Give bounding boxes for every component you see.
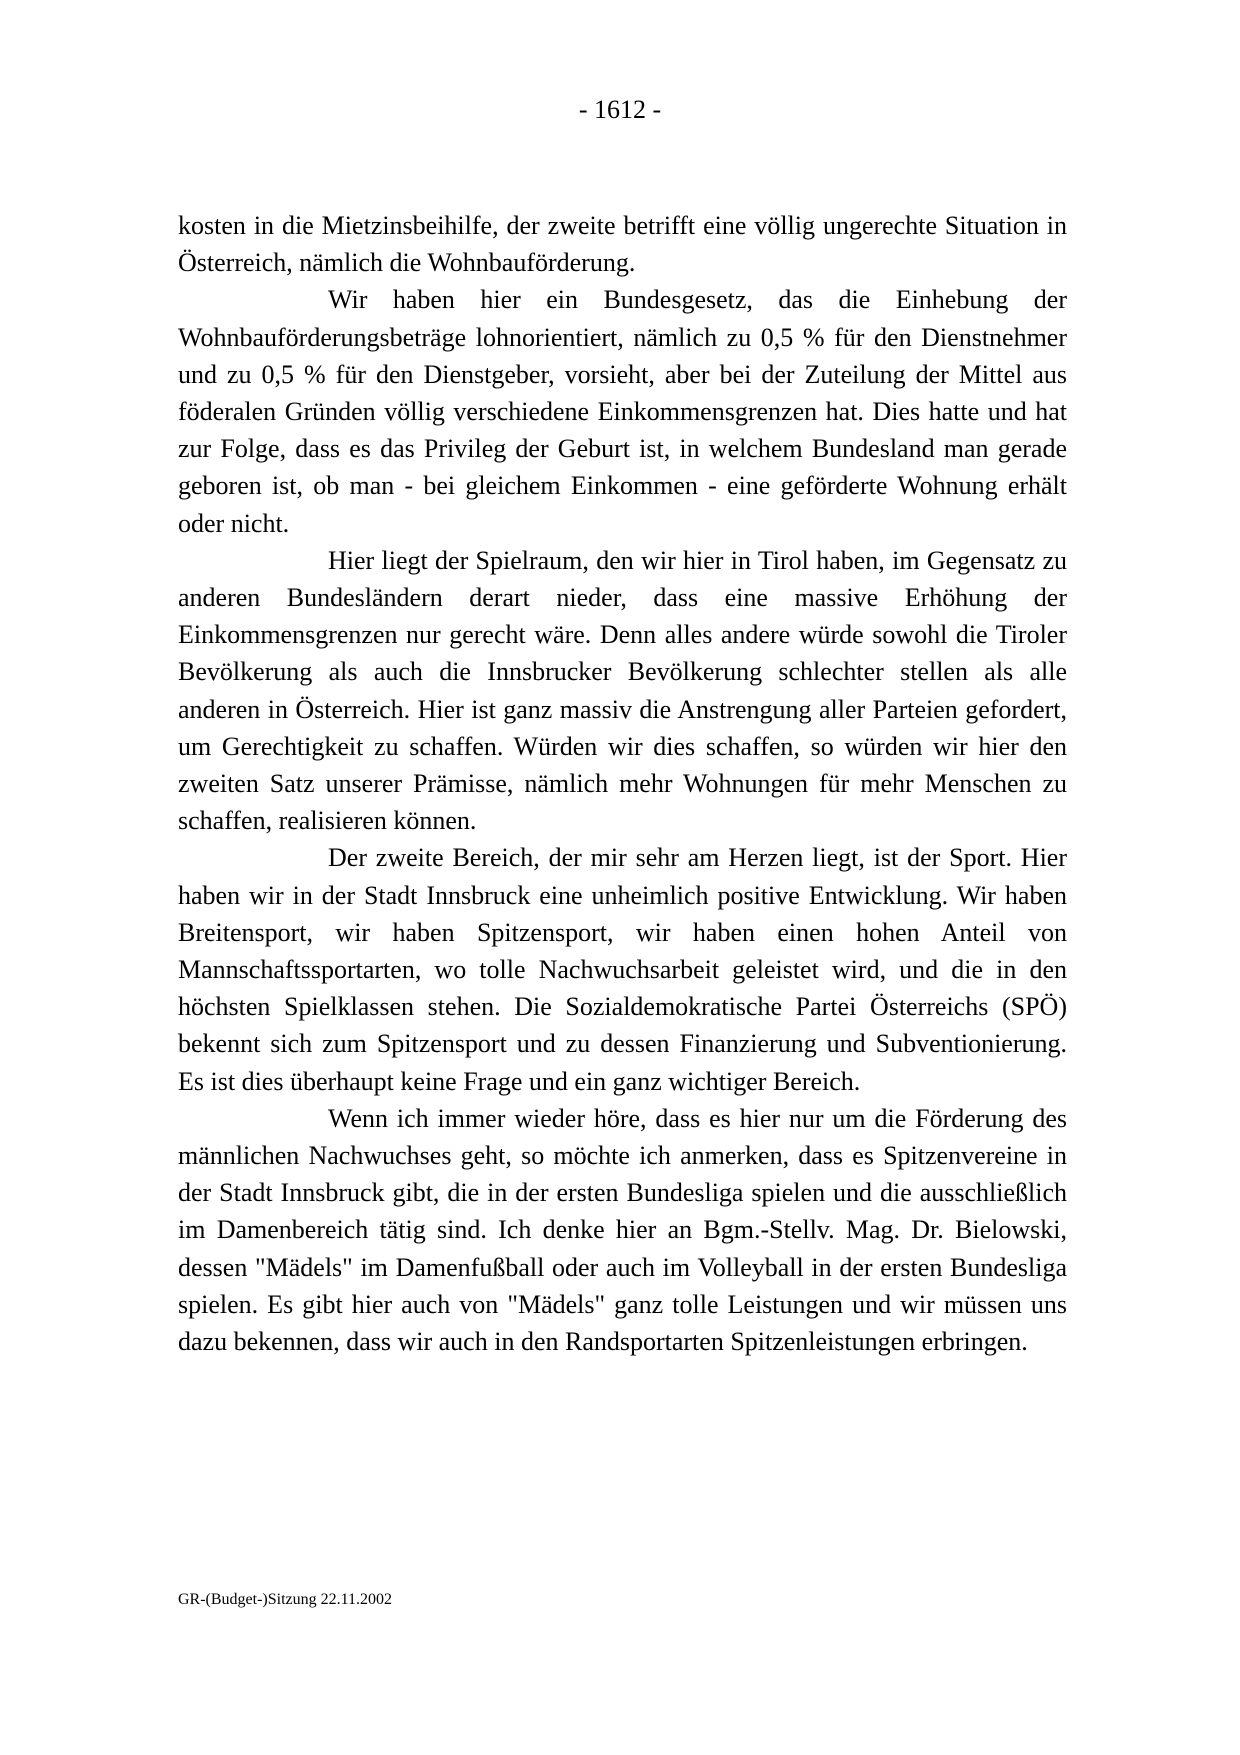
paragraph-1: kosten in die Mietzinsbeihilfe, der zweite betrifft eine völlig ungerechte Situation in Österreich, nämlich die Wohnbauförderung. [178,211,1067,278]
footer-session-date: GR-(Budget-)Sitzung 22.11.2002 [178,1591,393,1608]
paragraph-3: Hier liegt der Spielraum, den wir hier in Tirol haben, im Gegensatz zu anderen Bundesländern derart nieder, dass eine massive Erhöhung der Einkommensgrenzen nur gerecht wäre. Denn alles andere würde sowohl die Tiroler Bevölkerung als auch die Innsbrucker Bevölkerung schlechter stellen als alle anderen in Österreich. Hier ist ganz massiv die Anstrengung aller Parteien gefordert, um Gerechtigkeit zu schaffen. Würden wir dies schaffen, so würden wir hier den zweiten Satz unserer Prämisse, nämlich mehr Wohnungen für mehr Menschen zu schaffen, realisieren können. [178,545,1067,836]
document-body [178,207,1067,1360]
paragraph-4: Der zweite Bereich, der mir sehr am Herzen liegt, ist der Sport. Hier haben wir in der Stadt Innsbruck eine unheimlich positive Entwicklung. Wir haben Breitensport, wir haben Spitzensport, wir haben einen hohen Anteil von Mannschaftssportarten, wo tolle Nachwuchsarbeit geleistet wird, und die in den höchsten Spielklassen stehen. Die Sozialdemokratische Partei Österreichs (SPÖ) bekennt sich zum Spitzensport und zu dessen Finanzierung und Subventionierung. Es ist dies überhaupt keine Frage und ein ganz wichtiger Bereich. [178,843,1067,1096]
page-number: - 1612 - [578,95,662,124]
paragraph-5: Wenn ich immer wieder höre, dass es hier nur um die Förderung des männlichen Nachwuchses geht, so möchte ich anmerken, dass es Spitzenvereine in der Stadt Innsbruck gibt, die in der ersten Bundesliga spielen und die ausschließlich im Damenbereich tätig sind. Ich denke hier an Bgm.-Stellv. Mag. Dr. Bielowski, dessen "Mädels" im Damenfußball oder auch im Volleyball in der ersten Bundesliga spielen. Es gibt hier auch von "Mädels" ganz tolle Leistungen und wir müssen uns dazu bekennen, dass wir auch in den Randsportarten Spitzenleistungen erbringen. [178,1103,1067,1357]
paragraph-2: Wir haben hier ein Bundesgesetz, das die Einhebung der Wohnbauförderungsbeträge lohnorientiert, nämlich zu 0,5 % für den Dienstnehmer und zu 0,5 % für den Dienstgeber, vorsieht, aber bei der Zuteilung der Mittel aus föderalen Gründen völlig verschiedene Einkommensgrenzen hat. Dies hatte und hat zur Folge, dass es das Privileg der Geburt ist, in welchem Bundesland man gerade geboren ist, ob man - bei gleichem Einkommen - eine geförderte Wohnung erhält oder nicht. [178,285,1067,538]
